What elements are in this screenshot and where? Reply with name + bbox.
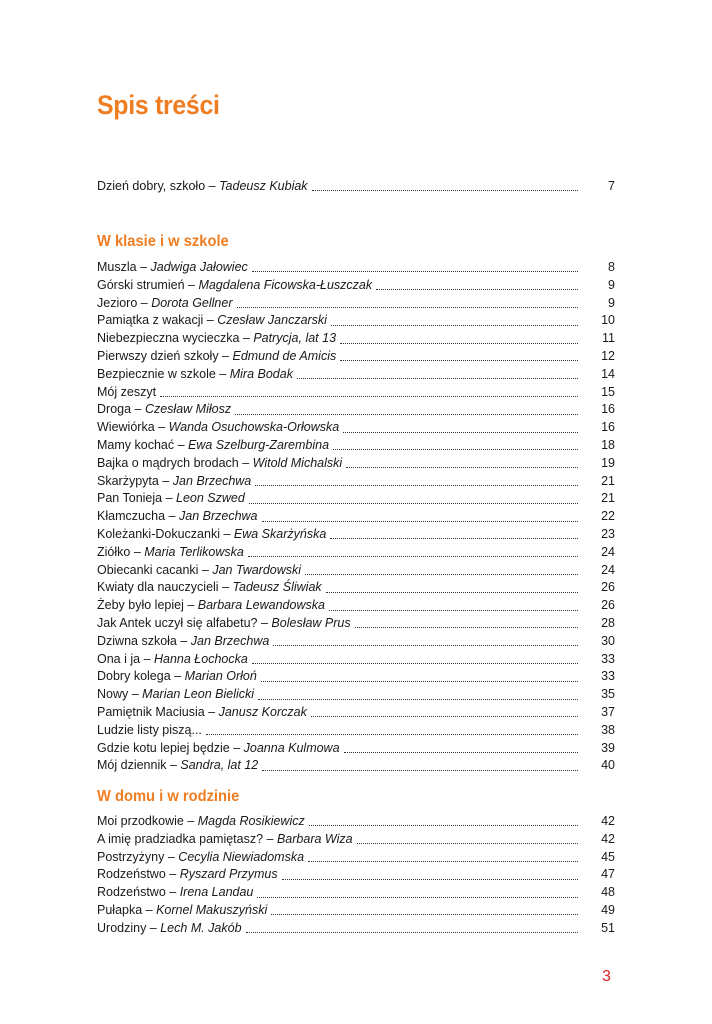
- toc-entry-text: [97, 348, 336, 366]
- toc-entry-page: 30: [601, 633, 615, 648]
- toc-entry-text: [97, 330, 336, 348]
- dot-leader: [330, 538, 578, 539]
- toc-entry-title: Górski strumień: [97, 277, 185, 292]
- toc-entry-page: 10: [601, 313, 615, 328]
- toc-entry-text: [97, 490, 245, 508]
- toc-entry-separator: –: [128, 687, 143, 702]
- toc-entry-text: [97, 651, 248, 669]
- toc-entry[interactable]: [97, 579, 615, 597]
- toc-entry-author: Magda Rosikiewicz: [197, 814, 305, 828]
- toc-entry-text: [97, 562, 301, 580]
- toc-entry[interactable]: [97, 831, 615, 849]
- toc-entry-title: Rodzeństwo: [97, 867, 166, 882]
- toc-entry-title: Mój dziennik: [97, 758, 167, 773]
- toc-entry-separator: –: [205, 179, 220, 193]
- toc-entry-author: Tadeusz Śliwiak: [232, 580, 322, 595]
- toc-entry[interactable]: [97, 562, 615, 580]
- dot-leader: [271, 914, 578, 915]
- toc-entry-separator: –: [165, 885, 180, 900]
- toc-entry-title: A imię pradziadka pamiętasz?: [97, 831, 264, 846]
- toc-entry-separator: –: [162, 491, 177, 506]
- toc-entry-author: Wanda Osuchowska-Orłowska: [168, 420, 340, 435]
- toc-entry-separator: –: [183, 598, 198, 613]
- toc-entry-title: Żeby było lepiej: [97, 598, 184, 613]
- section-list: [97, 813, 615, 938]
- toc-entry-separator: –: [140, 651, 154, 666]
- toc-entry-title: Moi przodkowie: [97, 814, 184, 828]
- toc-entry-page: 24: [601, 562, 615, 577]
- toc-entry-separator: –: [154, 420, 169, 435]
- dot-leader: [355, 627, 578, 628]
- toc-entry-text: [97, 597, 325, 615]
- toc-entry-separator: –: [238, 455, 253, 470]
- toc-entry-separator: –: [170, 669, 185, 684]
- dot-leader: [282, 879, 578, 880]
- toc-entry-separator: –: [165, 509, 179, 524]
- toc-entry-separator: –: [218, 580, 233, 595]
- toc-entry[interactable]: [97, 668, 615, 686]
- dot-leader: [340, 343, 578, 344]
- toc-entry-author: Tadeusz Kubiak: [219, 179, 308, 193]
- toc-entry-page: 16: [601, 420, 615, 435]
- toc-entry-page: 28: [601, 615, 615, 630]
- toc-entry-title: Mamy kochać: [97, 437, 175, 452]
- dot-leader: [160, 396, 578, 397]
- toc-entry-text: [97, 757, 258, 775]
- toc-entry-title: Ona i ja: [97, 651, 141, 666]
- toc-entry-page: 11: [602, 331, 615, 346]
- dot-leader: [311, 716, 578, 717]
- toc-entry[interactable]: [97, 884, 615, 902]
- toc-entry-text: [97, 437, 329, 455]
- toc-entry-author: Edmund de Amicis: [232, 348, 337, 363]
- toc-entry-title: Skarżypyta: [97, 473, 159, 488]
- toc-entry-separator: –: [218, 348, 233, 363]
- toc-entry-page: 40: [601, 758, 615, 773]
- section-list: [97, 259, 615, 775]
- toc-entry-text: [97, 508, 258, 526]
- dot-leader: [376, 289, 578, 290]
- toc-entry-title: Pierwszy dzień szkoły: [97, 348, 219, 363]
- toc-entry-title: Ludzie listy piszą...: [97, 722, 202, 737]
- toc-entry-author: Jan Brzechwa: [179, 509, 258, 524]
- dot-leader: [305, 574, 578, 575]
- toc-entry-text: [97, 866, 278, 884]
- toc-entry-text: [97, 740, 340, 758]
- dot-leader: [297, 378, 578, 379]
- toc-entry[interactable]: [97, 348, 615, 366]
- toc-entry-page: 7: [608, 179, 615, 193]
- toc-entry-author: Maria Terlikowska: [144, 544, 244, 559]
- toc-entry[interactable]: [97, 633, 615, 651]
- toc-entry-separator: –: [229, 740, 244, 755]
- toc-entry[interactable]: [97, 295, 615, 313]
- toc-entry-title: Pamiątka z wakacji: [97, 313, 204, 328]
- dot-leader: [346, 467, 578, 468]
- toc-entry-title: Koleżanki-Dokuczanki: [97, 526, 220, 541]
- toc-entry[interactable]: [97, 384, 615, 402]
- toc-entry-separator: –: [164, 849, 179, 864]
- toc-entry-page: 9: [608, 295, 615, 310]
- toc-entry-text: [97, 668, 257, 686]
- toc-entry-page: 26: [601, 598, 615, 613]
- toc-entry-page: 51: [601, 920, 615, 935]
- page-title: Spis treści: [97, 90, 220, 120]
- toc-entry-page: 21: [601, 491, 615, 506]
- toc-entry-title: Ziółko: [97, 544, 131, 559]
- toc-entry-title: Urodziny: [97, 920, 147, 935]
- toc-entry[interactable]: [97, 902, 615, 920]
- toc-entry[interactable]: [97, 757, 615, 775]
- toc-entry-separator: –: [183, 814, 198, 828]
- toc-entry[interactable]: [97, 686, 615, 704]
- toc-entry-page: 9: [608, 277, 615, 292]
- toc-entry-separator: –: [136, 260, 151, 274]
- toc-entry-separator: –: [158, 473, 173, 488]
- toc-entry-text: [97, 902, 267, 920]
- toc-entry-author: Marian Leon Bielicki: [142, 687, 255, 702]
- toc-entry-text: [97, 259, 248, 277]
- toc-entry-text: [97, 579, 322, 597]
- dot-leader: [308, 861, 578, 862]
- toc-entry-page: 42: [601, 814, 615, 828]
- toc-entry[interactable]: [97, 277, 615, 295]
- toc-entry-separator: –: [137, 295, 152, 310]
- toc-entry-page: 12: [601, 348, 615, 363]
- toc-entry-separator: –: [219, 526, 234, 541]
- toc-entry-author: Jan Brzechwa: [172, 473, 252, 488]
- section-heading: W domu i w rodzinie: [97, 788, 240, 805]
- toc-entry-separator: –: [198, 562, 213, 577]
- toc-entry-author: Barbara Lewandowska: [197, 598, 325, 613]
- toc-entry-text: [97, 455, 342, 473]
- dot-leader: [357, 843, 578, 844]
- dot-leader: [326, 592, 578, 593]
- dot-leader: [252, 271, 578, 272]
- toc-entry-author: Jan Twardowski: [212, 562, 302, 577]
- toc-entry-author: Czesław Miłosz: [144, 402, 232, 417]
- toc-entry-separator: –: [174, 437, 189, 452]
- toc-entry[interactable]: [97, 704, 615, 722]
- toc-entry[interactable]: [97, 330, 615, 348]
- toc-entry-text: [97, 831, 353, 849]
- toc-entry-text: [97, 277, 372, 295]
- toc-entry-separator: –: [130, 544, 145, 559]
- toc-entry-separator: –: [142, 902, 157, 917]
- toc-entry-author: Barbara Wiza: [276, 831, 353, 846]
- dot-leader: [255, 485, 578, 486]
- intro-list: [97, 178, 615, 196]
- toc-entry-author: Irena Landau: [179, 885, 254, 900]
- toc-entry-page: 24: [601, 544, 615, 559]
- dot-leader: [249, 503, 578, 504]
- dot-leader: [252, 663, 578, 664]
- toc-entry-page: 37: [601, 704, 615, 719]
- toc-entry-page: 48: [601, 885, 615, 900]
- toc-entry-title: Pułapka: [97, 902, 143, 917]
- dot-leader: [344, 752, 578, 753]
- toc-entry-author: Dorota Gellner: [151, 295, 233, 310]
- toc-entry-page: 23: [601, 526, 615, 541]
- dot-leader: [258, 699, 578, 700]
- dot-leader: [309, 825, 578, 826]
- toc-entry-separator: –: [131, 402, 145, 417]
- toc-entry-author: Ewa Szelburg-Zarembina: [188, 437, 330, 452]
- dot-leader: [312, 190, 578, 191]
- toc-entry-text: [97, 384, 156, 402]
- dot-leader: [329, 610, 578, 611]
- toc-entry[interactable]: [97, 508, 615, 526]
- toc-entry-title: Gdzie kotu lepiej będzie: [97, 740, 230, 755]
- toc-entry-author: Magdalena Ficowska-Łuszczak: [198, 277, 373, 292]
- toc-entry[interactable]: [97, 178, 615, 196]
- toc-entry-text: [97, 312, 327, 330]
- toc-entry-page: 26: [601, 580, 615, 595]
- toc-entry-title: Kłamczucha: [97, 509, 166, 524]
- toc-entry-page: 15: [601, 384, 615, 399]
- toc-entry-title: Bajka o mądrych brodach: [97, 455, 239, 470]
- dot-leader: [273, 645, 578, 646]
- dot-leader: [343, 432, 578, 433]
- toc-entry-separator: –: [239, 331, 254, 346]
- toc-entry-text: [97, 722, 202, 740]
- toc-entry-page: 22: [601, 509, 615, 524]
- toc-entry-page: 35: [601, 687, 615, 702]
- toc-entry[interactable]: [97, 437, 615, 455]
- toc-entry-separator: –: [146, 920, 161, 935]
- toc-entry-page: 42: [601, 831, 615, 846]
- toc-entry-page: 21: [601, 473, 615, 488]
- toc-entry-text: [97, 615, 351, 633]
- toc-entry[interactable]: [97, 490, 615, 508]
- toc-entry-page: 49: [601, 902, 615, 917]
- toc-entry-title: Rodzeństwo: [97, 885, 166, 900]
- toc-entry-text: [97, 401, 231, 419]
- toc-entry-author: Ewa Skarżyńska: [233, 526, 327, 541]
- toc-entry[interactable]: [97, 366, 615, 384]
- toc-entry-title: Jak Antek uczył się alfabetu?: [97, 615, 258, 630]
- toc-entry-title: Kwiaty dla nauczycieli: [97, 580, 219, 595]
- dot-leader: [257, 897, 578, 898]
- toc-entry-page: 14: [601, 366, 615, 381]
- toc-entry-text: [97, 884, 253, 902]
- toc-entry-text: [97, 526, 326, 544]
- toc-entry[interactable]: [97, 544, 615, 562]
- toc-entry-page: 33: [601, 669, 615, 684]
- toc-entry[interactable]: [97, 866, 615, 884]
- toc-entry-title: Muszla: [97, 260, 137, 274]
- toc-entry-page: 38: [601, 722, 615, 737]
- toc-entry-author: Czesław Janczarski: [217, 313, 327, 328]
- toc-entry-page: 39: [601, 740, 615, 755]
- toc-entry-author: Cecylia Niewiadomska: [178, 849, 305, 864]
- toc-entry-author: Marian Orłoń: [184, 669, 257, 684]
- toc-entry-text: [97, 544, 244, 562]
- toc-entry-title: Postrzyżyny: [97, 849, 165, 864]
- toc-entry-text: [97, 295, 233, 313]
- toc-entry-page: 19: [601, 455, 615, 470]
- toc-entry[interactable]: [97, 473, 615, 491]
- toc-entry-author: Joanna Kulmowa: [243, 740, 340, 755]
- toc-entry-author: Bolesław Prus: [271, 615, 351, 630]
- toc-entry-text: [97, 633, 269, 651]
- toc-entry[interactable]: [97, 740, 615, 758]
- toc-entry-text: [97, 849, 304, 867]
- dot-leader: [261, 681, 578, 682]
- toc-entry[interactable]: [97, 401, 615, 419]
- toc-entry-author: Lech M. Jakób: [160, 920, 242, 935]
- toc-entry-text: [97, 704, 307, 722]
- toc-entry-title: Droga: [97, 402, 132, 417]
- dot-leader: [246, 932, 578, 933]
- toc-entry[interactable]: [97, 455, 615, 473]
- toc-entry[interactable]: [97, 849, 615, 867]
- dot-leader: [206, 734, 578, 735]
- toc-entry-title: Bezpiecznie w szkole: [97, 366, 216, 381]
- toc-entry-title: Pamiętnik Maciusia: [97, 704, 205, 719]
- toc-entry-title: Dzień dobry, szkoło: [97, 179, 206, 193]
- toc-entry[interactable]: [97, 651, 615, 669]
- toc-entry-author: Leon Szwed: [176, 491, 245, 506]
- toc-entry-separator: –: [204, 704, 219, 719]
- toc-entry[interactable]: [97, 615, 615, 633]
- toc-entry-text: [97, 686, 254, 704]
- toc-entry-title: Pan Tonieja: [97, 491, 163, 506]
- toc-entry-author: Jan Brzechwa: [190, 633, 270, 648]
- toc-entry[interactable]: [97, 597, 615, 615]
- toc-entry-separator: –: [203, 313, 218, 328]
- toc-entry-separator: –: [215, 366, 230, 381]
- toc-entry-text: [97, 813, 305, 831]
- toc-entry-author: Janusz Korczak: [218, 704, 307, 719]
- toc-entry-separator: –: [257, 615, 272, 630]
- toc-entry-page: 8: [608, 260, 615, 274]
- toc-entry-text: [97, 920, 242, 938]
- toc-entry-title: Jezioro: [97, 295, 138, 310]
- toc-entry-author: Witold Michalski: [252, 455, 343, 470]
- toc-entry[interactable]: [97, 419, 615, 437]
- toc-entry-title: Dziwna szkoła: [97, 633, 177, 648]
- toc-entry-title: Niebezpieczna wycieczka: [97, 331, 240, 346]
- dot-leader: [262, 770, 578, 771]
- toc-entry-separator: –: [165, 867, 180, 882]
- toc-entry-author: Ryszard Przymus: [179, 867, 278, 882]
- toc-entry-title: Obiecanki cacanki: [97, 562, 199, 577]
- dot-leader: [333, 449, 578, 450]
- toc-entry-page: 18: [601, 437, 615, 452]
- toc-entry-page: 45: [601, 849, 615, 864]
- toc-entry-author: Mira Bodak: [229, 366, 293, 381]
- toc-entry-separator: –: [263, 831, 277, 846]
- toc-entry-text: [97, 178, 308, 196]
- dot-leader: [262, 521, 578, 522]
- toc-entry[interactable]: [97, 813, 615, 831]
- dot-leader: [331, 325, 578, 326]
- toc-entry-page: 16: [601, 402, 615, 417]
- dot-leader: [248, 556, 578, 557]
- toc-entry[interactable]: [97, 920, 615, 938]
- toc-entry[interactable]: [97, 526, 615, 544]
- toc-entry-text: [97, 366, 293, 384]
- toc-entry-title: Mój zeszyt: [97, 384, 157, 399]
- dot-leader: [235, 414, 578, 415]
- toc-entry-title: Dobry kolega: [97, 669, 171, 684]
- toc-entry[interactable]: [97, 259, 615, 277]
- dot-leader: [237, 307, 579, 308]
- toc-entry-page: 33: [601, 651, 615, 666]
- toc-entry-author: Patrycja, lat 13: [253, 331, 337, 346]
- toc-entry-page: 47: [601, 867, 615, 882]
- toc-entry-text: [97, 419, 339, 437]
- toc-entry-author: Jadwiga Jałowiec: [150, 260, 248, 274]
- toc-entry[interactable]: [97, 722, 615, 740]
- toc-entry-author: Kornel Makuszyński: [156, 902, 268, 917]
- toc-entry-author: Sandra, lat 12: [180, 758, 259, 773]
- toc-entry-separator: –: [176, 633, 191, 648]
- toc-entry-title: Wiewiórka: [97, 420, 155, 435]
- toc-entry-title: Nowy: [97, 687, 129, 702]
- toc-entry-separator: –: [184, 277, 199, 292]
- toc-entry-author: Hanna Łochocka: [154, 651, 248, 666]
- toc-entry-separator: –: [166, 758, 181, 773]
- page-number: 3: [602, 968, 611, 985]
- toc-entry[interactable]: [97, 312, 615, 330]
- dot-leader: [340, 360, 578, 361]
- section-heading: W klasie i w szkole: [97, 233, 229, 250]
- toc-entry-text: [97, 473, 251, 491]
